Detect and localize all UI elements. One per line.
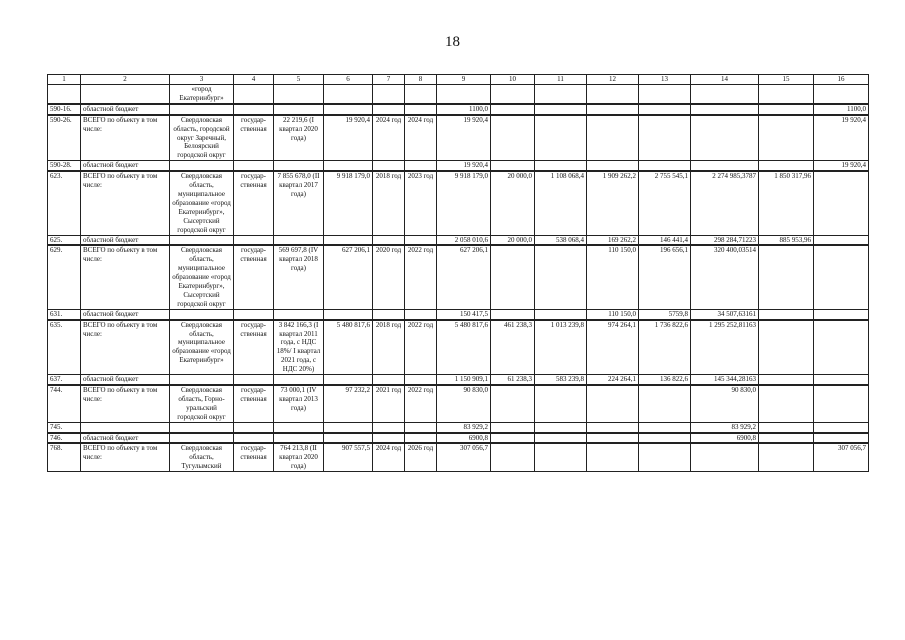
cell-col-12: 224 264,1 xyxy=(587,375,639,385)
cell-col-5: 73 000,1 (IV квартал 2013 года) xyxy=(274,385,324,422)
cell-col-1: 635. xyxy=(48,320,81,375)
cell-col-13 xyxy=(639,115,691,161)
cell-col-15: 885 953,96 xyxy=(759,235,814,245)
cell-col-3: Свердловская область, Горно- уральский городской округ xyxy=(170,385,234,422)
cell-col-6: 97 232,2 xyxy=(324,385,373,422)
cell-col-13 xyxy=(639,443,691,471)
cell-col-5: 3 842 166,3 (I квартал 2011 года, с НДС 18%/ I квартал 2021 года, с НДС 20%) xyxy=(274,320,324,375)
cell-col-4: государ- ственная xyxy=(234,320,274,375)
cell-col-15 xyxy=(759,320,814,375)
cell-col-10 xyxy=(491,104,535,115)
cell-col-2: ВСЕГО по объекту в том числе: xyxy=(81,171,170,235)
cell-col-7 xyxy=(373,235,405,245)
cell-col-13: 2 755 545,1 xyxy=(639,171,691,235)
cell-col-4 xyxy=(234,104,274,115)
cell-col-12: 974 264,1 xyxy=(587,320,639,375)
column-header-10: 10 xyxy=(491,75,535,85)
budget-row xyxy=(48,104,869,115)
cell-col-16 xyxy=(814,309,869,319)
cell-col-3 xyxy=(170,433,234,444)
cell-col-12 xyxy=(587,385,639,422)
cell-col-6 xyxy=(324,161,373,171)
cell-col-9: 307 056,7 xyxy=(437,443,491,471)
cell-col-13: 136 822,6 xyxy=(639,375,691,385)
cell-col-2: ВСЕГО по объекту в том числе: xyxy=(81,320,170,375)
budget-row xyxy=(48,433,869,444)
cell-col-1: 637. xyxy=(48,375,81,385)
cell-col-4 xyxy=(234,433,274,444)
cell-col-10: 461 238,3 xyxy=(491,320,535,375)
cell-col-3: Свердловская область, муниципальное образование «город Екатеринбург», Сысертский городской округ xyxy=(170,245,234,309)
cell-col-2 xyxy=(81,422,170,432)
cell-col-4: государ- ственная xyxy=(234,443,274,471)
cell-col-10 xyxy=(491,309,535,319)
cell-col-4: государ- ственная xyxy=(234,385,274,422)
object-row xyxy=(48,385,869,422)
cell-col-1: 744. xyxy=(48,385,81,422)
cell-col-16: 1100,0 xyxy=(814,104,869,115)
cell-col-8 xyxy=(405,422,437,432)
cell-col-13: 5759,8 xyxy=(639,309,691,319)
object-row xyxy=(48,443,869,471)
cell-col-7: 2024 год xyxy=(373,115,405,161)
cell-col-14 xyxy=(691,85,759,104)
cell-col-5 xyxy=(274,309,324,319)
cell-col-14: 320 400,03514 xyxy=(691,245,759,309)
cell-col-1: 590-26. xyxy=(48,115,81,161)
cell-col-16 xyxy=(814,385,869,422)
cell-col-3 xyxy=(170,375,234,385)
column-header-5: 5 xyxy=(274,75,324,85)
cell-col-6 xyxy=(324,433,373,444)
cell-col-16 xyxy=(814,375,869,385)
cell-col-12 xyxy=(587,443,639,471)
cell-col-9: 83 929,2 xyxy=(437,422,491,432)
cell-col-1: 768. xyxy=(48,443,81,471)
cell-col-11 xyxy=(535,115,587,161)
cell-col-14: 34 507,63161 xyxy=(691,309,759,319)
cell-col-5: 7 855 678,0 (II квартал 2017 года) xyxy=(274,171,324,235)
cell-col-5 xyxy=(274,433,324,444)
cell-col-7: 2021 год xyxy=(373,385,405,422)
cell-col-2 xyxy=(81,85,170,104)
cell-col-14: 145 344,28163 xyxy=(691,375,759,385)
cell-col-5: 569 697,8 (IV квартал 2018 года) xyxy=(274,245,324,309)
column-header-15: 15 xyxy=(759,75,814,85)
cell-col-1: 629. xyxy=(48,245,81,309)
cell-col-12: 1 909 262,2 xyxy=(587,171,639,235)
cell-col-16 xyxy=(814,171,869,235)
cell-col-13 xyxy=(639,85,691,104)
cell-col-9: 1 150 909,1 xyxy=(437,375,491,385)
cell-col-7: 2018 год xyxy=(373,320,405,375)
cell-col-7 xyxy=(373,309,405,319)
cell-col-15: 1 850 317,96 xyxy=(759,171,814,235)
cell-col-14 xyxy=(691,161,759,171)
cell-col-8 xyxy=(405,375,437,385)
header-row xyxy=(48,75,869,85)
cell-col-7 xyxy=(373,375,405,385)
cell-col-6: 9 918 179,0 xyxy=(324,171,373,235)
cell-col-1 xyxy=(48,85,81,104)
cell-col-6 xyxy=(324,85,373,104)
cell-col-3 xyxy=(170,104,234,115)
cell-col-5 xyxy=(274,422,324,432)
cell-col-15 xyxy=(759,85,814,104)
cell-col-16: 307 056,7 xyxy=(814,443,869,471)
cell-col-12: 110 150,0 xyxy=(587,309,639,319)
cell-col-4 xyxy=(234,85,274,104)
cell-col-15 xyxy=(759,433,814,444)
budget-row xyxy=(48,375,869,385)
cell-col-15 xyxy=(759,309,814,319)
cell-col-1: 631. xyxy=(48,309,81,319)
cell-col-6: 5 480 817,6 xyxy=(324,320,373,375)
cell-col-2: областной бюджет xyxy=(81,235,170,245)
cell-col-9: 9 918 179,0 xyxy=(437,171,491,235)
cell-col-4 xyxy=(234,309,274,319)
cell-col-8 xyxy=(405,104,437,115)
column-header-12: 12 xyxy=(587,75,639,85)
cell-col-16 xyxy=(814,235,869,245)
cell-col-12: 110 150,0 xyxy=(587,245,639,309)
cell-col-13 xyxy=(639,433,691,444)
cell-col-9: 19 920,4 xyxy=(437,115,491,161)
cell-col-5: 764 213,8 (II квартал 2020 года) xyxy=(274,443,324,471)
cell-col-9 xyxy=(437,85,491,104)
cell-col-16: 19 920,4 xyxy=(814,115,869,161)
cell-col-15 xyxy=(759,375,814,385)
cell-col-8 xyxy=(405,85,437,104)
cell-col-7: 2020 год xyxy=(373,245,405,309)
cell-col-15 xyxy=(759,104,814,115)
cell-col-6: 19 920,4 xyxy=(324,115,373,161)
cell-col-11 xyxy=(535,433,587,444)
cell-col-15 xyxy=(759,115,814,161)
column-header-9: 9 xyxy=(437,75,491,85)
cell-col-16 xyxy=(814,433,869,444)
column-header-1: 1 xyxy=(48,75,81,85)
cell-col-2: областной бюджет xyxy=(81,161,170,171)
cell-col-5 xyxy=(274,235,324,245)
budget-row xyxy=(48,422,869,432)
column-header-11: 11 xyxy=(535,75,587,85)
cell-col-13: 146 441,4 xyxy=(639,235,691,245)
cell-col-7: 2018 год xyxy=(373,171,405,235)
cell-col-10 xyxy=(491,443,535,471)
cell-col-14: 83 929,2 xyxy=(691,422,759,432)
column-header-4: 4 xyxy=(234,75,274,85)
cell-col-3 xyxy=(170,161,234,171)
cell-col-16 xyxy=(814,245,869,309)
cell-col-9: 6900,8 xyxy=(437,433,491,444)
cell-col-3: Свердловская область, муниципальное образование «город Екатеринбург» xyxy=(170,320,234,375)
cell-col-11 xyxy=(535,385,587,422)
cell-col-11 xyxy=(535,245,587,309)
cell-col-11 xyxy=(535,422,587,432)
budget-table xyxy=(47,74,869,472)
cell-col-15 xyxy=(759,385,814,422)
cell-col-11 xyxy=(535,309,587,319)
cell-col-14: 1 295 252,81163 xyxy=(691,320,759,375)
cell-col-14: 6900,8 xyxy=(691,433,759,444)
cell-col-2: ВСЕГО по объекту в том числе: xyxy=(81,115,170,161)
cell-col-8: 2026 год xyxy=(405,443,437,471)
cell-col-15 xyxy=(759,245,814,309)
cell-col-4 xyxy=(234,375,274,385)
cell-col-1: 590-16. xyxy=(48,104,81,115)
cell-col-11 xyxy=(535,443,587,471)
cell-col-3 xyxy=(170,309,234,319)
column-header-2: 2 xyxy=(81,75,170,85)
cell-col-6 xyxy=(324,104,373,115)
cell-col-5: 22 219,6 (I квартал 2020 года) xyxy=(274,115,324,161)
cell-col-13: 196 656,1 xyxy=(639,245,691,309)
column-header-14: 14 xyxy=(691,75,759,85)
cell-col-9: 1100,0 xyxy=(437,104,491,115)
cell-col-4: государ- ственная xyxy=(234,115,274,161)
page-number: 18 xyxy=(445,34,460,50)
cell-col-12 xyxy=(587,85,639,104)
cell-col-7 xyxy=(373,422,405,432)
cell-col-2: ВСЕГО по объекту в том числе: xyxy=(81,245,170,309)
budget-row xyxy=(48,309,869,319)
cell-col-8: 2023 год xyxy=(405,171,437,235)
cell-col-14 xyxy=(691,443,759,471)
cell-col-7 xyxy=(373,85,405,104)
cell-col-11: 583 239,8 xyxy=(535,375,587,385)
cell-col-15 xyxy=(759,422,814,432)
cell-col-9: 627 206,1 xyxy=(437,245,491,309)
cell-col-9: 2 058 010,6 xyxy=(437,235,491,245)
cell-col-1: 625. xyxy=(48,235,81,245)
column-header-3: 3 xyxy=(170,75,234,85)
cell-col-13 xyxy=(639,104,691,115)
cell-col-7 xyxy=(373,161,405,171)
cell-col-10 xyxy=(491,85,535,104)
cell-col-3: Свердловская область, Тугулымский xyxy=(170,443,234,471)
cell-col-5 xyxy=(274,104,324,115)
cell-col-16 xyxy=(814,422,869,432)
cell-col-11 xyxy=(535,161,587,171)
cell-col-4 xyxy=(234,161,274,171)
cell-col-14 xyxy=(691,104,759,115)
cell-col-11: 1 108 068,4 xyxy=(535,171,587,235)
cell-col-8: 2024 год xyxy=(405,115,437,161)
cell-col-8 xyxy=(405,161,437,171)
cell-col-13 xyxy=(639,385,691,422)
cell-col-6 xyxy=(324,375,373,385)
cell-col-3: «город Екатеринбург» xyxy=(170,85,234,104)
cell-col-9: 150 417,5 xyxy=(437,309,491,319)
cell-col-7: 2024 год xyxy=(373,443,405,471)
cell-col-13 xyxy=(639,422,691,432)
object-row xyxy=(48,115,869,161)
cell-col-13: 1 736 822,6 xyxy=(639,320,691,375)
cell-col-1: 745. xyxy=(48,422,81,432)
cell-col-2: областной бюджет xyxy=(81,375,170,385)
cell-col-5 xyxy=(274,375,324,385)
cell-col-10: 20 000,0 xyxy=(491,235,535,245)
cell-col-1: 746. xyxy=(48,433,81,444)
cell-col-4 xyxy=(234,235,274,245)
cell-col-8: 2022 год xyxy=(405,385,437,422)
cell-col-12 xyxy=(587,104,639,115)
cell-col-10 xyxy=(491,115,535,161)
cell-col-2: областной бюджет xyxy=(81,104,170,115)
cell-col-14: 298 284,71223 xyxy=(691,235,759,245)
cell-col-7 xyxy=(373,104,405,115)
cell-col-10 xyxy=(491,161,535,171)
cell-col-14 xyxy=(691,115,759,161)
cell-col-10 xyxy=(491,422,535,432)
cell-col-5 xyxy=(274,161,324,171)
object-row xyxy=(48,245,869,309)
cell-col-9: 19 920,4 xyxy=(437,161,491,171)
cell-col-4 xyxy=(234,422,274,432)
cell-col-6: 627 206,1 xyxy=(324,245,373,309)
cell-col-12 xyxy=(587,161,639,171)
cell-col-9: 90 830,0 xyxy=(437,385,491,422)
cell-col-5 xyxy=(274,85,324,104)
budget-row xyxy=(48,235,869,245)
object-row xyxy=(48,320,869,375)
cell-col-12: 169 262,2 xyxy=(587,235,639,245)
cell-col-2: ВСЕГО по объекту в том числе: xyxy=(81,443,170,471)
object-row xyxy=(48,171,869,235)
cell-col-2: ВСЕГО по объекту в том числе: xyxy=(81,385,170,422)
column-header-13: 13 xyxy=(639,75,691,85)
cell-col-12 xyxy=(587,422,639,432)
budget-row xyxy=(48,85,869,104)
cell-col-6 xyxy=(324,422,373,432)
cell-col-1: 623. xyxy=(48,171,81,235)
cell-col-13 xyxy=(639,161,691,171)
cell-col-10: 61 238,3 xyxy=(491,375,535,385)
cell-col-6 xyxy=(324,235,373,245)
budget-row xyxy=(48,161,869,171)
column-header-6: 6 xyxy=(324,75,373,85)
cell-col-8 xyxy=(405,235,437,245)
cell-col-12 xyxy=(587,115,639,161)
cell-col-14: 90 830,0 xyxy=(691,385,759,422)
cell-col-11 xyxy=(535,85,587,104)
cell-col-11: 538 068,4 xyxy=(535,235,587,245)
cell-col-16 xyxy=(814,85,869,104)
table-body xyxy=(48,85,869,472)
cell-col-8: 2022 год xyxy=(405,245,437,309)
cell-col-15 xyxy=(759,161,814,171)
cell-col-2: областной бюджет xyxy=(81,309,170,319)
cell-col-1: 590-28. xyxy=(48,161,81,171)
cell-col-11 xyxy=(535,104,587,115)
cell-col-4: государ- ственная xyxy=(234,245,274,309)
cell-col-12 xyxy=(587,433,639,444)
column-header-7: 7 xyxy=(373,75,405,85)
cell-col-11: 1 013 239,8 xyxy=(535,320,587,375)
cell-col-8 xyxy=(405,309,437,319)
cell-col-6 xyxy=(324,309,373,319)
cell-col-8 xyxy=(405,433,437,444)
cell-col-8: 2022 год xyxy=(405,320,437,375)
cell-col-10: 20 000,0 xyxy=(491,171,535,235)
cell-col-3 xyxy=(170,422,234,432)
cell-col-16: 19 920,4 xyxy=(814,161,869,171)
cell-col-3: Свердловская область, муниципальное образование «город Екатеринбург», Сысертский городской округ xyxy=(170,171,234,235)
cell-col-2: областной бюджет xyxy=(81,433,170,444)
cell-col-7 xyxy=(373,433,405,444)
cell-col-15 xyxy=(759,443,814,471)
cell-col-3: Свердловская область, городской округ Заречный, Белоярский городской округ xyxy=(170,115,234,161)
cell-col-16 xyxy=(814,320,869,375)
column-header-8: 8 xyxy=(405,75,437,85)
cell-col-14: 2 274 985,3787 xyxy=(691,171,759,235)
cell-col-10 xyxy=(491,385,535,422)
cell-col-9: 5 480 817,6 xyxy=(437,320,491,375)
cell-col-10 xyxy=(491,245,535,309)
column-header-16: 16 xyxy=(814,75,869,85)
cell-col-6: 907 557,5 xyxy=(324,443,373,471)
cell-col-4: государ- ственная xyxy=(234,171,274,235)
cell-col-3 xyxy=(170,235,234,245)
cell-col-10 xyxy=(491,433,535,444)
